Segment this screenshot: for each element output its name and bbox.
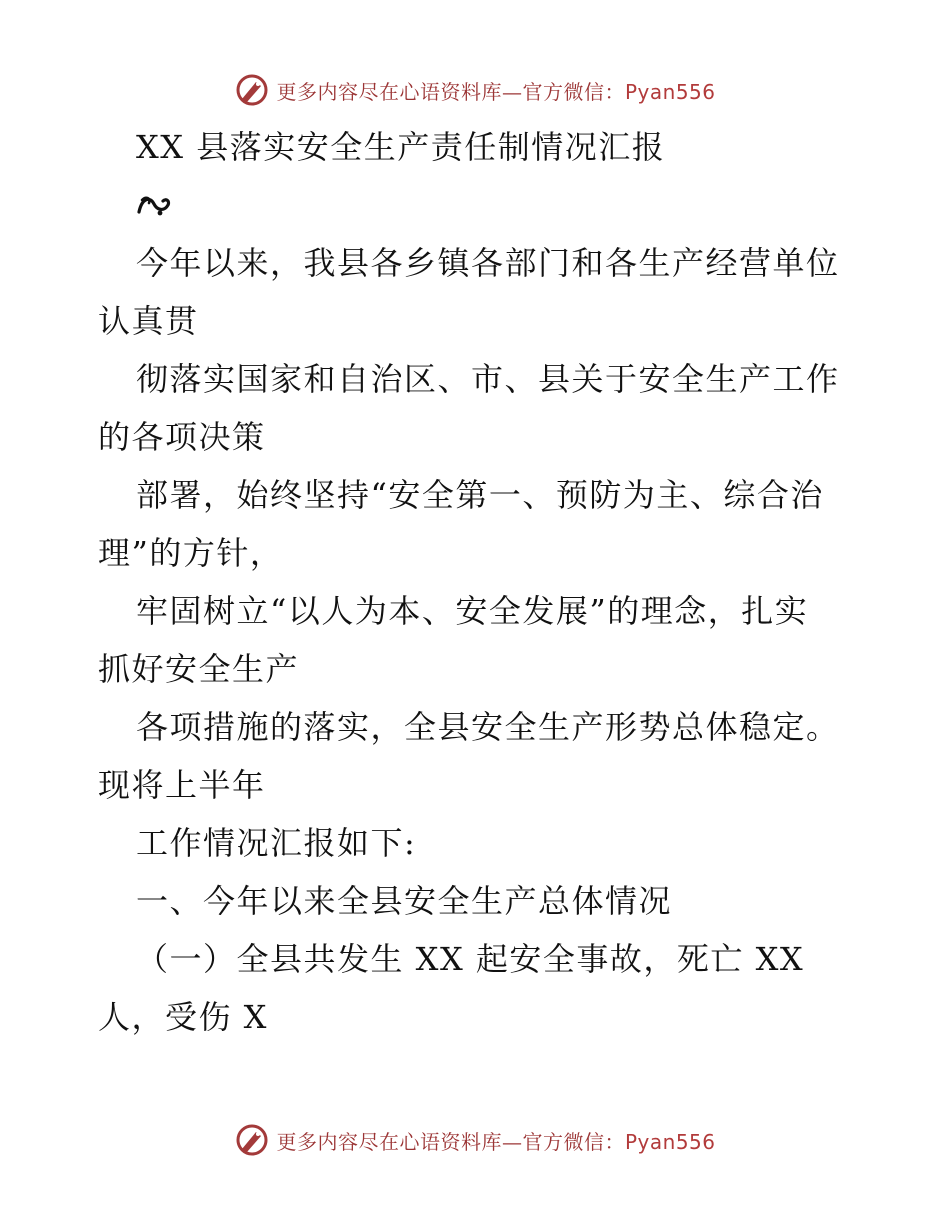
section-heading: 一、今年以来全县安全生产总体情况: [136, 882, 673, 920]
pen-nib-circle-icon: [234, 1122, 270, 1158]
paragraph-line: 的各项决策: [98, 418, 266, 456]
paragraph-line: 理”的方针，: [98, 534, 284, 572]
watermark-text: 更多内容尽在心语资料库—官方微信：Pyan556: [276, 79, 716, 104]
paragraph-line: 牢固树立“以人为本、安全发展”的理念，扎实: [136, 592, 809, 630]
watermark-wechat-id: Pyan556: [624, 79, 716, 104]
ornament-row: [98, 176, 858, 234]
document-body: [98, 118, 858, 1046]
document-title: XX 县落实安全生产责任制情况汇报: [136, 128, 666, 166]
watermark-wechat-id: Pyan556: [624, 1129, 716, 1154]
paragraph-line: 抓好安全生产: [98, 650, 300, 688]
paragraph-line: （一）全县共发生 XX 起安全事故，死亡 XX: [136, 940, 805, 978]
paragraph-line: 工作情况汇报如下:: [136, 824, 417, 862]
paragraph-line: 部署，始终坚持“安全第一、预防为主、综合治: [136, 476, 824, 514]
pen-nib-circle-icon: [234, 72, 270, 108]
paragraph-line: 现将上半年: [98, 766, 266, 804]
watermark-text: 更多内容尽在心语资料库—官方微信：Pyan556: [276, 1129, 716, 1154]
paragraph-line: 认真贯: [98, 302, 199, 340]
watermark-header: [0, 68, 950, 112]
paragraph-line: 人，受伤 X: [98, 998, 268, 1036]
paragraph-line: 彻落实国家和自治区、市、县关于安全生产工作: [136, 360, 840, 398]
watermark-footer: [0, 1118, 950, 1162]
paragraph-line: 今年以来，我县各乡镇各部门和各生产经营单位: [136, 244, 840, 282]
paragraph-line: 各项措施的落实，全县安全生产形势总体稳定。: [136, 708, 840, 746]
flourish-ornament-icon: [136, 192, 172, 218]
